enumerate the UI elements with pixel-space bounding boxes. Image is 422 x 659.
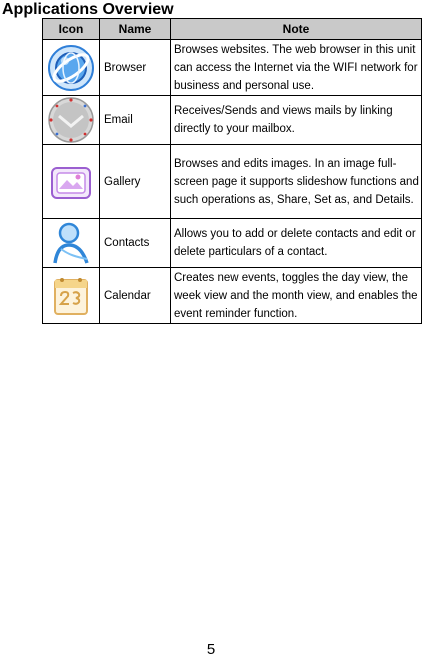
section-heading: Applications Overview xyxy=(2,1,174,18)
table-row xyxy=(43,40,422,96)
table-row xyxy=(43,96,422,145)
app-note: Browses and edits images. In an image full-screen page it supports slideshow functions and such operations as, Share, Set as, and Details. xyxy=(171,145,422,219)
header-name: Name xyxy=(100,19,171,40)
table-row xyxy=(43,268,422,324)
icon-cell xyxy=(43,96,100,145)
icon-cell xyxy=(43,40,100,96)
icon-cell xyxy=(43,145,100,219)
contacts-icon xyxy=(47,219,95,267)
table-row xyxy=(43,219,422,268)
app-note: Allows you to add or delete contacts and edit or delete particulars of a contact. xyxy=(171,219,422,268)
table-row xyxy=(43,145,422,219)
page-number: 5 xyxy=(206,641,216,658)
gallery-icon xyxy=(47,158,95,206)
icon-cell xyxy=(43,268,100,324)
app-name: Browser xyxy=(100,40,171,96)
applications-table xyxy=(42,18,422,324)
header-note: Note xyxy=(171,19,422,40)
table-header-row xyxy=(43,19,422,40)
app-name: Gallery xyxy=(100,145,171,219)
app-note: Browses websites. The web browser in this unit can access the Internet via the WIFI network for business and personal use. xyxy=(171,40,422,96)
app-name: Email xyxy=(100,96,171,145)
browser-icon xyxy=(47,44,95,92)
app-name: Contacts xyxy=(100,219,171,268)
header-icon: Icon xyxy=(43,19,100,40)
icon-cell xyxy=(43,219,100,268)
app-note: Receives/Sends and views mails by linking directly to your mailbox. xyxy=(171,96,422,145)
calendar-icon xyxy=(47,272,95,320)
app-name: Calendar xyxy=(100,268,171,324)
email-icon xyxy=(47,96,95,144)
app-note: Creates new events, toggles the day view, the week view and the month view, and enables the event reminder function. xyxy=(171,268,422,324)
